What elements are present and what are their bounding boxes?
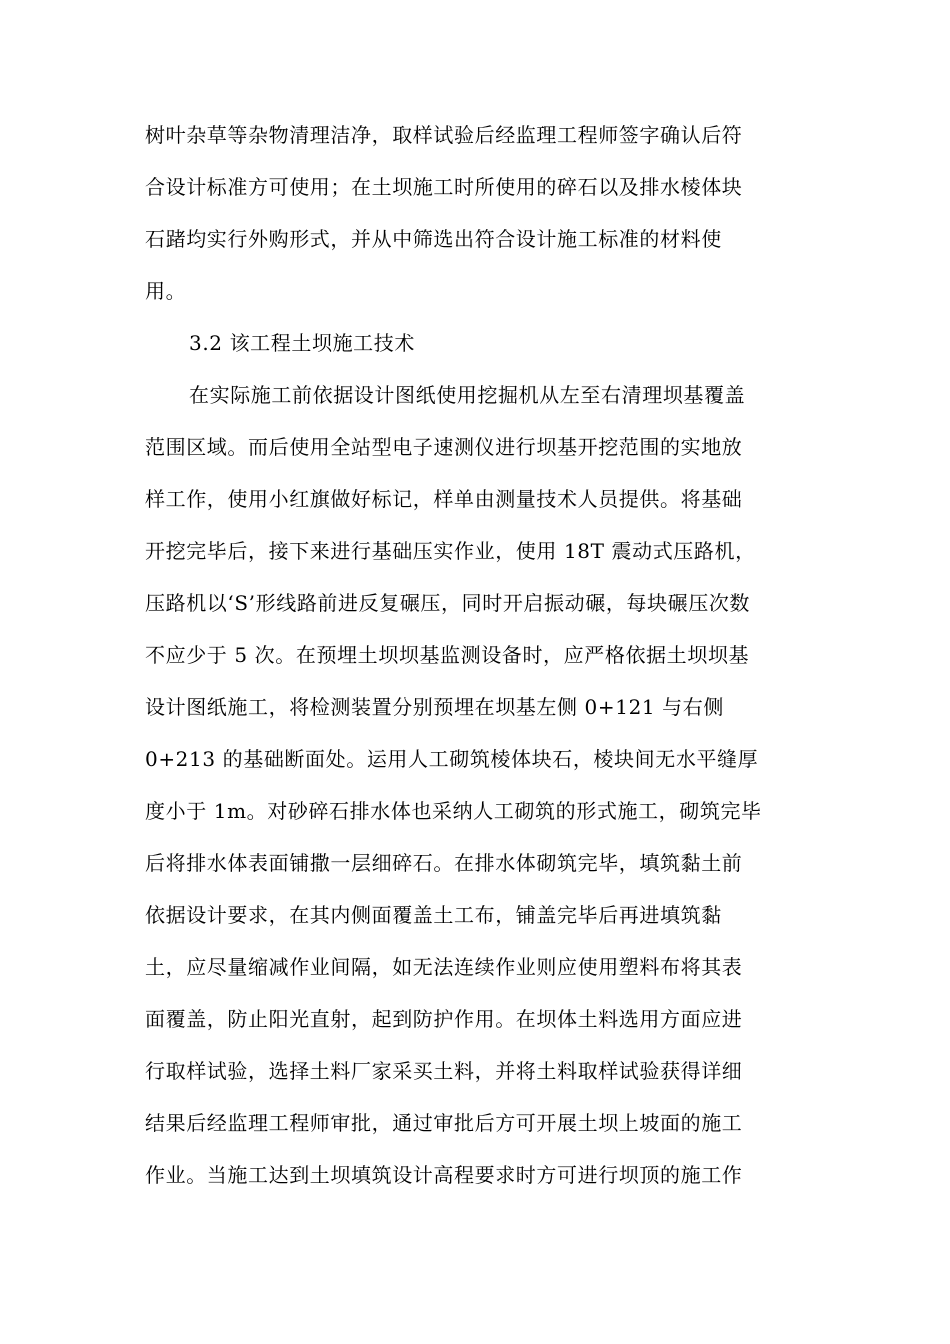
text-line: 面覆盖，防止阳光直射，起到防护作用。在坝体土料选用方面应进 bbox=[145, 1007, 743, 1031]
text-line: 行取样试验，选择土料厂家采买土料，并将土料取样试验获得详细 bbox=[145, 1059, 743, 1083]
text-line: 样工作，使用小红旗做好标记，样单由测量技术人员提供。将基础 bbox=[145, 487, 743, 511]
text-line: 合设计标准方可使用；在土坝施工时所使用的碎石以及排水棱体块 bbox=[145, 175, 743, 199]
text-line: 土，应尽量缩减作业间隔，如无法连续作业则应使用塑料布将其表 bbox=[145, 955, 743, 979]
section-heading: 3.2 该工程土坝施工技术 bbox=[189, 331, 415, 355]
text-line: 范围区域。而后使用全站型电子速测仪进行坝基开挖范围的实地放 bbox=[145, 435, 743, 459]
text-line: 树叶杂草等杂物清理洁净，取样试验后经监理工程师签字确认后符 bbox=[145, 123, 743, 147]
text-line: 后将排水体表面铺撒一层细碎石。在排水体砌筑完毕，填筑黏土前 bbox=[145, 851, 743, 875]
text-line: 开挖完毕后，接下来进行基础压实作业，使用 18T 震动式压路机， bbox=[145, 539, 756, 563]
text-line: 石踷均实行外购形式，并从中筛选出符合设计施工标准的材料使 bbox=[145, 227, 722, 251]
text-line: 作业。当施工达到土坝填筑设计高程要求时方可进行坝顶的施工作 bbox=[145, 1163, 743, 1187]
text-line: 度小于 1m。对砂碎石排水体也采纳人工砌筑的形式施工，砌筑完毕 bbox=[145, 799, 762, 823]
text-line: 依据设计要求，在其内侧面覆盖土工布，铺盖完毕后再进填筑黏 bbox=[145, 903, 722, 927]
text-line: 0+213 的基础断面处。运用人工砌筑棱体块石，棱块间无水平缝厚 bbox=[145, 747, 759, 771]
text-line: 不应少于 5 次。在预埋土坝坝基监测设备时，应严格依据土坝坝基 bbox=[145, 643, 750, 667]
text-line: 在实际施工前依据设计图纸使用挖掘机从左至右清理坝基覆盖 bbox=[189, 383, 746, 407]
text-line: 压路机以‘S’形线路前进反复碾压，同时开启振动碾，每块碾压次数 bbox=[145, 591, 751, 615]
text-line: 用。 bbox=[145, 279, 187, 303]
text-line: 结果后经监理工程师审批，通过审批后方可开展土坝上坡面的施工 bbox=[145, 1111, 743, 1135]
text-line: 设计图纸施工，将检测装置分别预埋在坝基左侧 0+121 与右侧 bbox=[145, 695, 724, 719]
